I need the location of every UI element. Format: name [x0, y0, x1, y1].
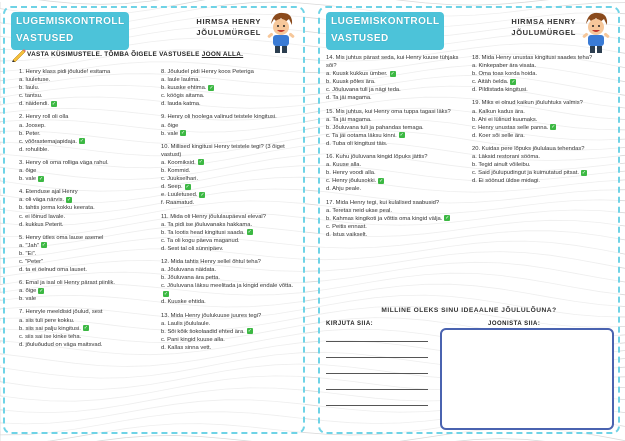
answer-option[interactable] [19, 266, 157, 274]
question-item [19, 159, 157, 183]
question-column-2 [472, 54, 610, 190]
answer-option[interactable] [19, 295, 157, 303]
answer-option-text: b. Ahi ei lülinud kuumaks. [472, 116, 538, 123]
answer-option[interactable] [326, 70, 464, 78]
answer-option[interactable] [472, 161, 610, 169]
answer-option-text: a. Ta pidi ise jõuluvanaks hakkama. [161, 221, 253, 228]
answer-option[interactable] [161, 159, 299, 167]
question-column-1 [326, 54, 464, 244]
title-banner [326, 12, 444, 50]
answer-option[interactable] [19, 325, 157, 333]
answer-option-text: c. Jõuluvana läksu meelitada ja kingid endale võtta. [161, 283, 294, 290]
answer-option-text: b. Jõuluvana tuli ja pahandas temaga. [326, 124, 424, 131]
answer-option[interactable] [19, 213, 157, 221]
answer-option-text: a. õige [19, 288, 37, 295]
answer-option[interactable] [326, 140, 464, 148]
answer-option-text: b. Jõuluvana ära petta. [161, 275, 220, 282]
question-text: 4. Etenduse ajal Henry [19, 189, 78, 196]
writing-line[interactable] [326, 357, 428, 358]
writing-line[interactable] [326, 405, 428, 406]
question-text: 8. Jõuludel pidi Henry koos Peteriga [161, 69, 254, 75]
answer-option[interactable] [161, 274, 299, 282]
answer-option[interactable] [19, 196, 157, 204]
answer-option-text: b. kuuske ehtima. [161, 85, 207, 92]
writing-line[interactable] [326, 389, 428, 390]
correct-check-icon: ✓ [67, 196, 72, 203]
book-author-title [196, 16, 261, 38]
answer-option[interactable] [19, 167, 157, 175]
author-line-1: HIRMSA HENRY [511, 17, 576, 26]
answer-option[interactable] [472, 116, 610, 124]
answer-option-text: a. Kinkepaber ära visata. [472, 63, 537, 70]
question-text: 13. Mida Henry jõulukuuse juures tegi? [161, 312, 262, 319]
answer-option-text: b. tahtis jorma kokku keerata. [19, 205, 95, 212]
answer-option-text: d. Kuuske ehtida. [161, 299, 206, 306]
answer-option[interactable] [19, 146, 157, 154]
answer-option[interactable] [161, 191, 299, 199]
answer-option[interactable] [326, 231, 464, 239]
answer-option-text: a. Joosep. [19, 122, 46, 129]
answer-option[interactable] [326, 94, 464, 102]
answer-option-text: b. Henry voodi alla. [326, 170, 376, 177]
title-line-1: LUGEMISKONTROLL [16, 16, 125, 27]
boy-illustration [263, 10, 299, 54]
answer-option[interactable] [326, 223, 464, 231]
question-item [326, 153, 464, 193]
question-text: 3. Henry oli oma rolliga väga rahul. [19, 159, 109, 166]
right-page [318, 6, 620, 434]
answer-option-text: b. siis sai palju kingitusi. [19, 325, 81, 332]
question-item [161, 258, 299, 307]
correct-check-icon: ✓ [163, 290, 169, 297]
answer-option-text: c. Peitis ennast. [326, 223, 367, 230]
question-text: 1. Henry klass pidi jõulude! esitama [19, 69, 111, 75]
answer-option[interactable] [326, 177, 464, 185]
answer-option[interactable] [19, 76, 157, 84]
draw-here-label: JOONISTA SIIA: [488, 321, 541, 327]
pencil-icon [11, 48, 27, 62]
question-text: 12. Mida tahtis Henry sellel õhtul teha? [161, 258, 261, 265]
answer-option[interactable] [161, 282, 299, 298]
answer-option[interactable] [326, 161, 464, 169]
correct-check-icon: ✓ [247, 229, 252, 236]
question-item [19, 234, 157, 274]
answer-option[interactable] [326, 78, 464, 86]
writing-line[interactable] [326, 373, 428, 374]
answer-option-text: d. ta ei öelnud oma lauset. [19, 267, 87, 274]
answer-option-text: d. Istus vaikselt. [326, 231, 368, 238]
answer-option[interactable] [19, 84, 157, 92]
correct-check-icon: ✓ [511, 78, 516, 85]
question-item [472, 145, 610, 185]
correct-check-icon: ✓ [209, 84, 214, 91]
answer-option[interactable] [161, 183, 299, 191]
answer-option[interactable] [19, 204, 157, 212]
correct-check-icon: ✓ [379, 177, 384, 184]
answer-option[interactable] [472, 153, 610, 161]
answer-option-text: b. Sõi kõik šokolaadid ehted ära. [161, 328, 245, 335]
instructions [27, 51, 243, 58]
answer-option-text: c. tantsu. [19, 93, 43, 100]
answer-option[interactable] [161, 199, 299, 207]
answer-option-text: f. Raamatud. [161, 200, 195, 207]
answer-option[interactable] [161, 336, 299, 344]
answer-option-text: c. Jõuluvana tuli ja nägi teda. [326, 87, 401, 94]
answer-option-text: c. köögis aitama. [161, 93, 205, 100]
answer-option[interactable] [19, 317, 157, 325]
question-item [19, 308, 157, 348]
question-item [326, 54, 464, 103]
answer-option-text: a. Kalkun kadus ära. [472, 108, 525, 115]
answer-option-text: a. õige [161, 122, 179, 129]
correct-check-icon: ✓ [180, 130, 186, 137]
boy-illustration [578, 10, 614, 54]
answer-option[interactable] [161, 221, 299, 229]
question-text: 6. Emal ja isal oli Henry pärast piinlik. [19, 280, 116, 287]
answer-option[interactable] [472, 62, 610, 70]
answer-option[interactable] [326, 169, 464, 177]
title-line-2: VASTUSED [16, 33, 74, 44]
question-text: 11. Mida oli Henry jõululaupäeval eleval? [161, 213, 266, 220]
answer-option-text: d. Ahju peale. [326, 186, 362, 193]
answer-option[interactable] [472, 78, 610, 86]
answer-option[interactable] [472, 86, 610, 94]
answer-option[interactable] [161, 175, 299, 183]
question-text: 16. Kuhu jõuluvana kingid lõpuks jättis? [326, 154, 428, 161]
answer-option[interactable] [161, 76, 299, 84]
book-author-title [511, 16, 576, 38]
answer-option-text: b. Tegid ainult võileibu. [472, 162, 531, 169]
answer-option-text: a. Kuuse alla. [326, 162, 362, 169]
answer-option-text: d. Koer sõi selle ära. [472, 132, 525, 139]
answer-option[interactable] [161, 320, 299, 328]
question-item [472, 54, 610, 94]
question-item [161, 68, 299, 108]
correct-check-icon: ✓ [185, 183, 190, 190]
author-line-2: JÕULUMÜRGEL [196, 28, 261, 37]
answer-option[interactable] [19, 138, 157, 146]
answer-option-text: d. Ta jäi magama. [326, 95, 372, 102]
answer-option-text: a. Teretas neid ukse peal. [326, 207, 392, 214]
answer-option-text: b. "Ei". [19, 250, 37, 257]
answer-option-text: b. vale [19, 296, 37, 303]
answer-option-text: d. Seep. [161, 184, 183, 191]
answer-option-text: c. Ta oli kogu päeva maganud. [161, 237, 240, 244]
question-item [472, 99, 610, 139]
answer-option-text: a. "Jah" [19, 242, 39, 249]
question-item [19, 188, 157, 228]
answer-option-text: a. Kuusk kukkus ümber. [326, 71, 388, 78]
question-text: 15. Mis juhtus, kui Henry oma tuppa tagasi läks? [326, 108, 451, 115]
question-text: 5. Henry ütles oma lause asemel [19, 234, 104, 241]
question-item [161, 213, 299, 253]
answer-option-text: a. Läksid restorani sööma. [472, 154, 540, 161]
answer-option[interactable] [161, 167, 299, 175]
answer-option-text: c. "Peter" [19, 258, 44, 265]
answer-option-text: a. laule laulma. [161, 77, 200, 84]
answer-option-text: b. Peter. [19, 130, 41, 137]
answer-option-text: a. Ta jäi magama. [326, 116, 372, 123]
question-text: 2. Henry roll oli olla [19, 114, 69, 121]
answer-option[interactable] [161, 344, 299, 352]
question-text: 19. Miks ei olnud kaikun jõuluhtuks valmis? [472, 100, 583, 107]
question-item [19, 279, 157, 303]
answer-option-text: d. Ei söönud üldse midagi. [472, 178, 540, 185]
answer-option-text: d. Kallas sinna vett. [161, 344, 212, 351]
answer-option-text: d. Pildistada kingitusi. [472, 87, 528, 94]
answer-option-text: d. Tuba oli kingitusi täis. [326, 140, 388, 147]
answer-option-text: b. Kuusk põles ära. [326, 79, 376, 86]
title-line-1: LUGEMISKONTROLL [331, 16, 440, 27]
answer-option-text: a. Laulis jõululaule. [161, 320, 211, 327]
answer-option-text: c. Juukselhari. [161, 176, 199, 183]
question-text: 10. Millised kingitusi Henry teistele tegi? (3 õiget vastust) [161, 143, 285, 158]
answer-option[interactable] [161, 298, 299, 306]
instruction-text: VASTA KÜSIMUSTELE. TÕMBA ÕIGELE VASTUSELE [27, 51, 202, 58]
correct-check-icon: ✓ [39, 287, 44, 294]
answer-option-text: b. Kommid. [161, 168, 191, 175]
answer-option[interactable] [161, 229, 299, 237]
answer-option-text: c. Said jõulupudingut ja kuimutatud pitsat. [472, 170, 579, 177]
correct-check-icon: ✓ [198, 159, 203, 166]
correct-check-icon: ✓ [51, 100, 57, 107]
answer-option-text: b. laulu. [19, 85, 40, 92]
correct-check-icon: ✓ [83, 325, 88, 332]
answer-option-text: a. Jõuluvana näidata. [161, 267, 217, 274]
correct-check-icon: ✓ [41, 242, 47, 249]
answer-option[interactable] [161, 84, 299, 92]
question-text: 14. Mis juhtus pärast seda, kui Henry kuuse tühjaks sõi? [326, 55, 459, 70]
correct-check-icon: ✓ [38, 175, 44, 182]
answer-option[interactable] [19, 100, 157, 108]
answer-option[interactable] [326, 215, 464, 223]
question-text: 20. Kuidas pere lõpuks jõululaua tehendas? [472, 145, 585, 152]
answer-option[interactable] [472, 124, 610, 132]
answer-option-text: d. kukkus Peterit. [19, 221, 64, 228]
answer-option[interactable] [161, 100, 299, 108]
answer-option[interactable] [472, 108, 610, 116]
answer-option-text: d. lauda katma. [161, 101, 201, 108]
answer-option[interactable] [326, 86, 464, 94]
answer-option-text: d. rohuliblе. [19, 146, 49, 153]
answer-option[interactable] [161, 245, 299, 253]
title-banner [11, 12, 129, 50]
answer-option-text: c. Aitäh öelda. [472, 79, 509, 86]
correct-check-icon: ✓ [445, 215, 450, 222]
answer-option[interactable] [161, 92, 299, 100]
answer-option-text: d. näidendi. [19, 101, 49, 108]
question-column-2 [161, 68, 299, 357]
answer-option[interactable] [19, 130, 157, 138]
answer-option-text: e. Luuletused. [161, 192, 198, 199]
question-text: 9. Henry oli hoolega valinud teistele kingitusi. [161, 114, 277, 121]
answer-option[interactable] [19, 250, 157, 258]
answer-option-text: b. vale [19, 176, 37, 183]
answer-option[interactable] [472, 70, 610, 78]
correct-check-icon: ✓ [399, 132, 404, 139]
answer-option-text: b. vale [161, 130, 179, 137]
answer-option-text: d. Sest tal oli sünnipäev. [161, 245, 224, 252]
answer-option[interactable] [19, 175, 157, 183]
answer-option-text: a. õige [19, 168, 37, 175]
answer-option-text: a. oli väga närvis. [19, 197, 65, 204]
answer-option-text: c. siis sai ise kinke teha. [19, 333, 82, 340]
question-item [161, 113, 299, 137]
answer-option[interactable] [161, 122, 299, 130]
ideal-lunch-question: MILLINE OLEKS SINU IDEAALNE JÕULULÕUNA? [381, 307, 557, 314]
correct-check-icon: ✓ [200, 191, 205, 198]
left-page [3, 6, 305, 434]
answer-option-text: c. Pani kingid kuuse alla. [161, 336, 225, 343]
answer-option-text: a. luuletuse. [19, 77, 51, 84]
correct-check-icon: ✓ [390, 70, 395, 77]
answer-option-text: c. Ta jäi ootama läksu kinni. [326, 132, 397, 139]
question-item [326, 199, 464, 239]
answer-option-text: d. jõuluõudud on väga maitsvad. [19, 341, 103, 348]
answer-option[interactable] [326, 124, 464, 132]
question-column-1 [19, 68, 157, 354]
answer-option[interactable] [161, 328, 299, 336]
question-text: 18. Mida Henry unustas kingitusi saades teha? [472, 55, 593, 61]
question-item [161, 143, 299, 208]
question-text: 17. Mida Henry tegi, kui kulalised saabusid? [326, 199, 440, 206]
answer-option-text: b. Oma toas korda hoida. [472, 71, 538, 78]
answer-option[interactable] [161, 266, 299, 274]
question-text: 7. Henryle meeldisid jõulud, sest [19, 309, 103, 316]
answer-option[interactable] [326, 132, 464, 140]
answer-option[interactable] [19, 92, 157, 100]
answer-option[interactable] [326, 116, 464, 124]
answer-option-text: c. Henry jõulusokki. [326, 178, 377, 185]
question-item [161, 312, 299, 352]
answer-option-text: c. võõrastemajapidaja. [19, 138, 78, 145]
answer-option[interactable] [19, 287, 157, 295]
correct-check-icon: ✓ [581, 169, 587, 176]
answer-option-text: a. siis tuli pere kokku. [19, 317, 75, 324]
answer-option[interactable] [161, 130, 299, 138]
answer-option[interactable] [472, 169, 610, 177]
answer-option[interactable] [326, 185, 464, 193]
instruction-underlined: JOON ALLA. [201, 51, 244, 58]
writing-line[interactable] [326, 341, 428, 342]
question-item [326, 108, 464, 148]
correct-check-icon: ✓ [551, 124, 556, 131]
write-here-label: KIRJUTA SIIA: [326, 321, 374, 327]
correct-check-icon: ✓ [247, 328, 252, 335]
answer-option[interactable] [19, 258, 157, 266]
answer-option-text: c. ei lõinud lavale. [19, 213, 66, 220]
answer-option[interactable] [19, 341, 157, 349]
answer-option-text: c. Henry unustas selle panna. [472, 124, 549, 131]
question-item [19, 68, 157, 108]
correct-check-icon: ✓ [79, 138, 85, 145]
answer-option[interactable] [472, 132, 610, 140]
answer-option-text: b. Ta lootis head kingitusi saada. [161, 229, 245, 236]
answer-option[interactable] [19, 122, 157, 130]
answer-option[interactable] [19, 333, 157, 341]
drawing-box[interactable] [440, 328, 614, 430]
answer-option[interactable] [19, 221, 157, 229]
author-line-1: HIRMSA HENRY [196, 17, 261, 26]
question-item [19, 113, 157, 153]
answer-option[interactable] [161, 237, 299, 245]
answer-option[interactable] [326, 207, 464, 215]
answer-option[interactable] [472, 177, 610, 185]
author-line-2: JÕULUMÜRGEL [511, 28, 576, 37]
answer-option-text: b. Kahmas kingikoti ja võttis oma kingid välja. [326, 215, 443, 222]
answer-option-text: a. Koomiksid. [161, 159, 196, 166]
title-line-2: VASTUSED [331, 33, 389, 44]
answer-option[interactable] [19, 242, 157, 250]
